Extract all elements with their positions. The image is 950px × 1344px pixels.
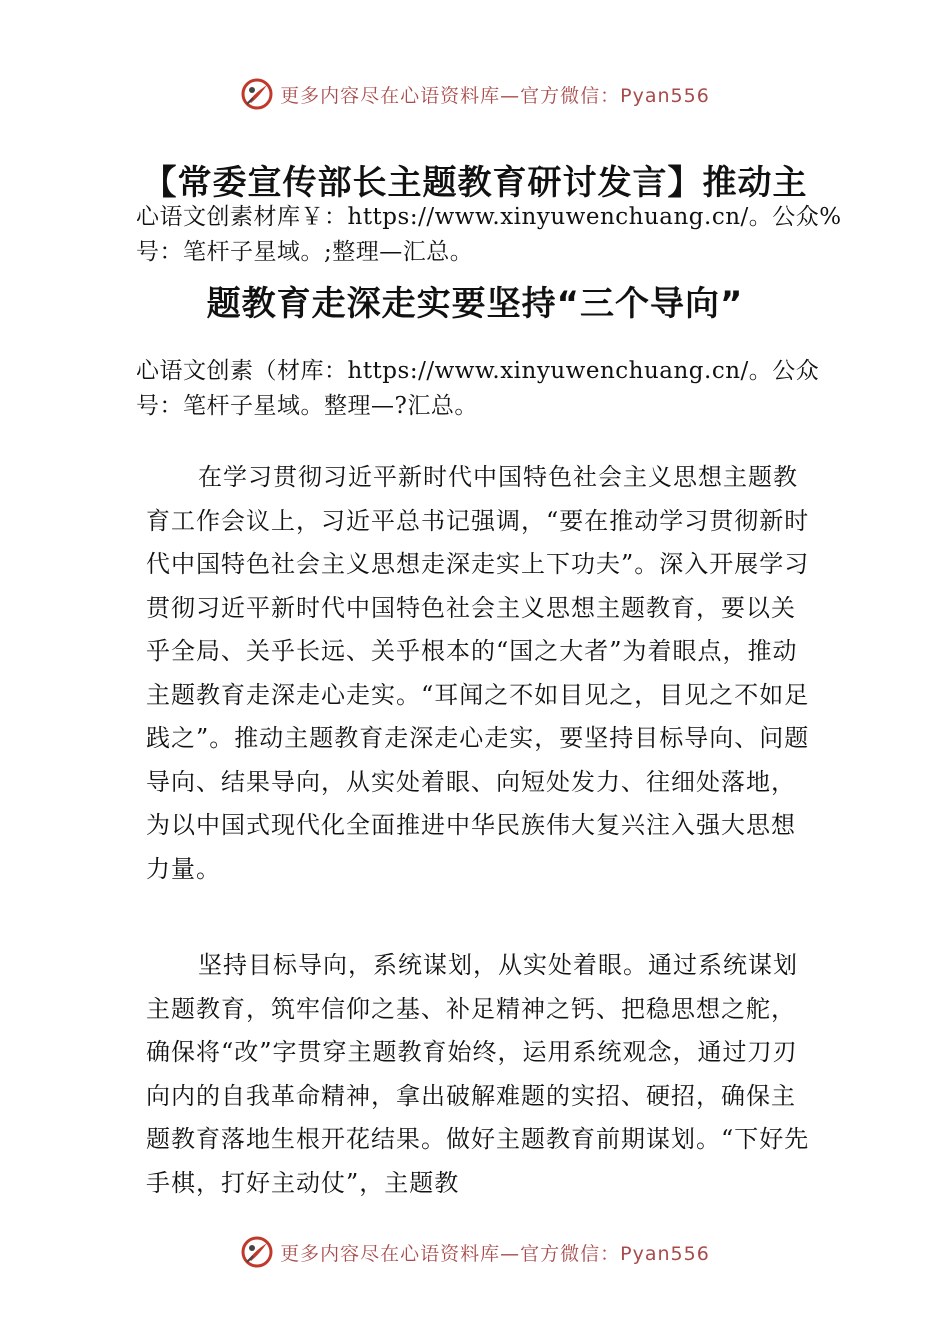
footer-banner bbox=[0, 1232, 950, 1272]
flower-quill-logo-icon bbox=[240, 77, 274, 111]
footer-banner-text: 更多内容尽在心语资料库—官方微信：Pyan556 bbox=[280, 1242, 710, 1265]
header-banner-text: 更多内容尽在心语资料库—官方微信：Pyan556 bbox=[280, 84, 710, 107]
header-banner bbox=[0, 74, 950, 114]
source-note-1: 心语文创素材库￥：https://www.xinyuwenchuang.cn/。公众%号：笔杆子星域。;整理—汇总。 bbox=[136, 204, 842, 265]
source-note-2: 心语文创素（材库：https://www.xinyuwenchuang.cn/。公众号：笔杆子星域。整理—?汇总。 bbox=[136, 358, 820, 419]
body-paragraph: 在学习贯彻习近平新时代中国特色社会主义思想主题教育工作会议上，习近平总书记强调，“要在推动学习贯彻新时代中国特色社会主义思想走深走实上下功夫”。深入开展学习贯彻习近平新时代中国特色社会主义思想主题教育，要以关乎全局、关乎长远、关乎根本的“国之大者”为着眼点，推动主题教育走深走心走实。“耳闻之不如目见之，目见之不如足践之”。推动主题教育走深走心走实，要坚持目标导向、问题导向、结果导向，从实处着眼、向短处发力、往细处落地，为以中国式现代化全面推进中华民族伟大复兴注入强大思想力量。 bbox=[146, 463, 810, 883]
body-paragraph: 坚持目标导向，系统谋划，从实处着眼。通过系统谋划主题教育，筑牢信仰之基、补足精神之钙、把稳思想之舵，确保将“改”字贯穿主题教育始终，运用系统观念，通过刀刃向内的自我革命精神，拿出破解难题的实招、硬招，确保主题教育落地生根开花结果。做好主题教育前期谋划。“下好先手棋，打好主动仗”，主题教 bbox=[146, 951, 810, 1197]
flower-quill-logo-icon bbox=[240, 1235, 274, 1269]
document-title-line-1: 【常委宣传部长主题教育研讨发言】推动主 bbox=[142, 163, 808, 203]
document-title-line-2: 题教育走深走实要坚持“三个导向” bbox=[206, 284, 744, 324]
